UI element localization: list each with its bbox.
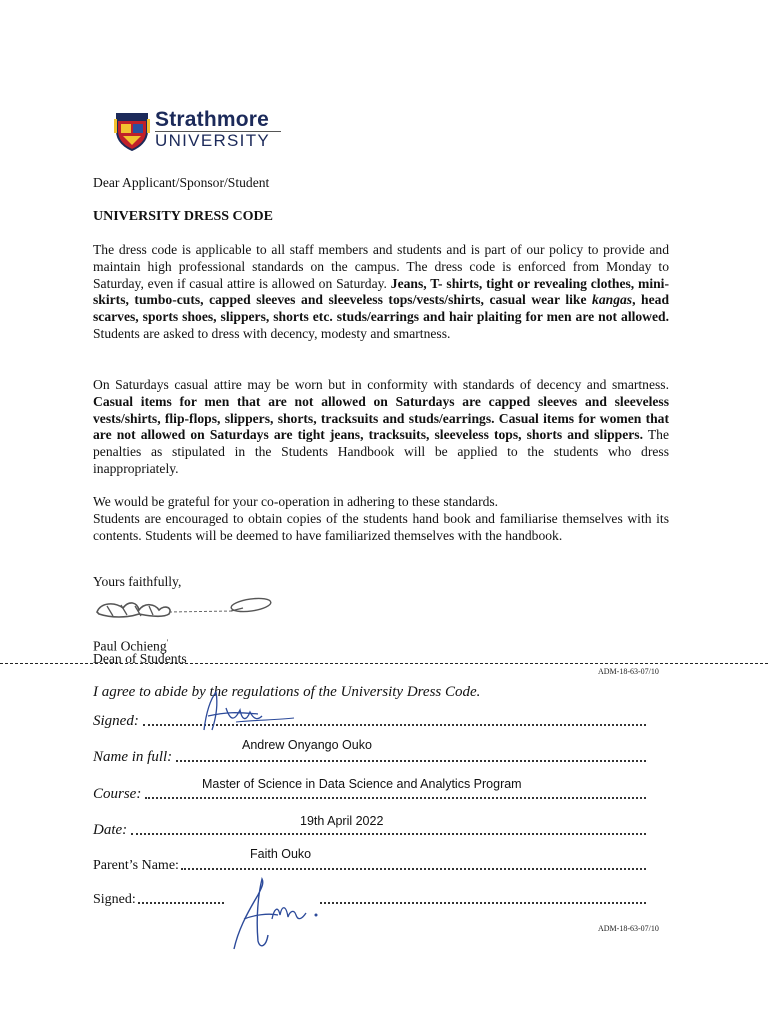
paragraph-1 — [93, 242, 669, 343]
university-logo-wordmark — [155, 108, 270, 150]
parent-signed-field-a[interactable] — [138, 902, 224, 904]
date-label: Date: — [93, 822, 128, 838]
p1-bold-italic: kangas — [592, 292, 633, 308]
letter-title: UNIVERSITY DRESS CODE — [93, 209, 273, 224]
p2-bold: Casual items for men that are not allowed on Saturdays are capped sleeves and sleeveless vests/shirts, flip-flops, slippers, shorts, tracksuits and studs/earrings. Casual items for women that are not allowed on Saturdays are tight jeans, tracksuits, sleeveless tops, shorts and slippers. — [93, 393, 669, 443]
date-field[interactable] — [131, 833, 646, 835]
p3-line2: Students are encouraged to obtain copies of the students hand book and familiarise themselves with its contents. Students will be deemed to have familiarized themselves with the handbook. — [93, 510, 669, 543]
course-label: Course: — [93, 786, 142, 802]
name-label: Name in full: — [93, 749, 173, 765]
name-value: Andrew Onyango Ouko — [242, 738, 372, 752]
parent-signed-label: Signed: — [93, 892, 136, 907]
closing: Yours faithfully, — [93, 574, 182, 589]
logo-line1: Strathmore — [155, 108, 270, 131]
tear-off-line — [0, 663, 768, 664]
reference-code-bottom: ADM-18-63-07/10 — [598, 924, 659, 933]
course-field[interactable] — [145, 797, 646, 799]
p2-text: On Saturdays casual attire may be worn but in conformity with standards of decency and smartness. — [93, 377, 669, 392]
paragraph-2 — [93, 377, 669, 478]
parent-signature — [228, 875, 324, 955]
name-row — [93, 748, 646, 766]
student-signature — [196, 690, 296, 734]
logo-line2: UNIVERSITY — [155, 131, 271, 150]
p1-bold-a: Jeans, T- shirts, tight or revealing clothes, mini- skirts, tumbo-cuts, capped sleeves and sleeveless tops/vests/shirts, casual wear like — [93, 275, 669, 308]
dean-signature — [93, 596, 278, 622]
parent-signed-row — [93, 890, 646, 908]
paragraph-3 — [93, 494, 669, 544]
p1-bold-b: , head scarves, sports shoes, slippers, shorts etc. studs/earrings and hair plaiting for men are not allowed. — [93, 292, 670, 325]
course-value: Master of Science in Data Science and Analytics Program — [202, 777, 522, 791]
course-row — [93, 785, 646, 803]
signer-name: Paul Ochieng' — [93, 638, 169, 654]
agreement-statement: I agree to abide by the regulations of the University Dress Code. — [93, 684, 481, 700]
signer-title: Dean of Students — [93, 651, 187, 666]
date-value: 19th April 2022 — [300, 814, 384, 828]
date-row — [93, 821, 646, 839]
parent-name-label: Parent’s Name: — [93, 858, 179, 873]
signed-row — [93, 712, 646, 730]
p1-text: The dress code is applicable to all staff members and students and is part of our policy to provide and maintain high professional standards on the campus. The dress code is enforced from Monday to Saturday, even if casual attire is allowed on Saturday. — [93, 242, 669, 291]
name-field[interactable] — [176, 760, 646, 762]
parent-signed-field-b[interactable] — [320, 902, 646, 904]
parent-name-row — [93, 856, 646, 874]
p2-tail: The penalties as stipulated in the Students Handbook will be applied to the students who dress inappropriately. — [93, 427, 670, 476]
p3-line1: We would be grateful for your co-operation in adhering to these standards. — [93, 494, 499, 509]
reference-code-top: ADM-18-63-07/10 — [598, 667, 659, 676]
parent-name-field[interactable] — [181, 868, 646, 870]
university-crest-icon — [114, 111, 150, 151]
p1-tail: Students are asked to dress with decency, modesty and smartness. — [93, 325, 451, 341]
salutation: Dear Applicant/Sponsor/Student — [93, 175, 270, 190]
parent-name-value: Faith Ouko — [250, 847, 312, 861]
logo-divider — [155, 131, 281, 132]
signed-label: Signed: — [93, 713, 139, 729]
